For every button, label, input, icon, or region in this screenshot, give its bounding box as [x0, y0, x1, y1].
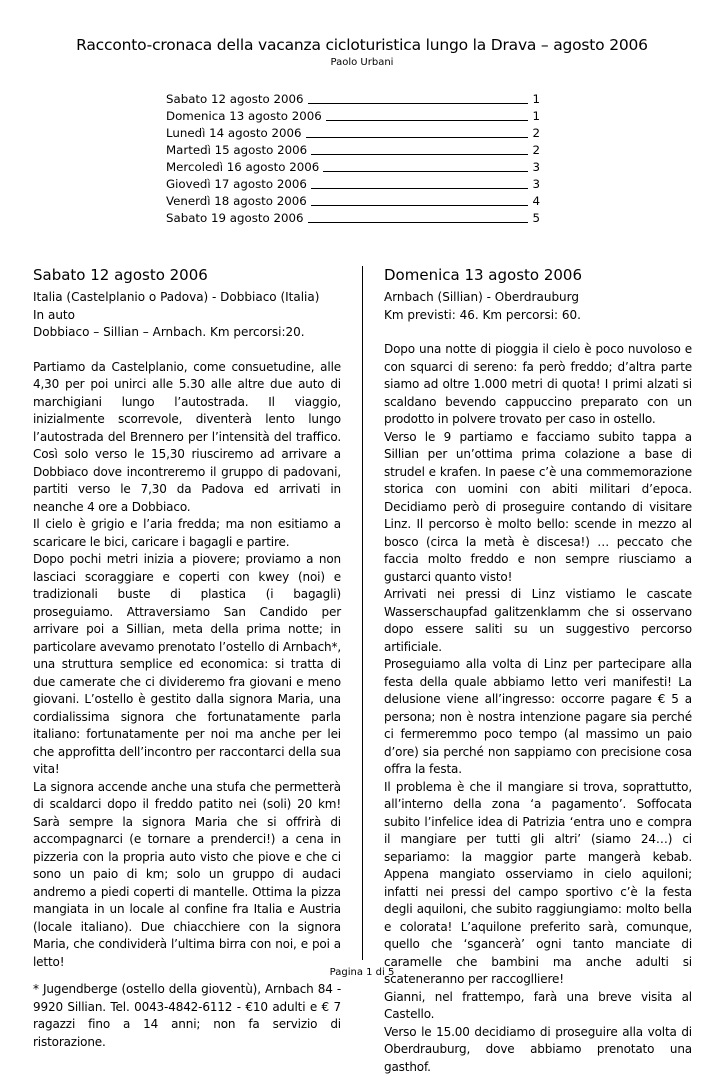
toc-leader-line — [326, 120, 528, 121]
section-heading: Sabato 12 agosto 2006 — [33, 266, 341, 285]
toc-entry-label: Domenica 13 agosto 2006 — [166, 108, 326, 125]
section-heading: Domenica 13 agosto 2006 — [384, 266, 692, 285]
toc-entry-page: 4 — [528, 193, 540, 210]
toc-entry-page: 1 — [528, 91, 540, 108]
toc-entry[interactable] — [166, 91, 540, 108]
toc-leader-line — [311, 205, 528, 206]
route-line: Italia (Castelplanio o Padova) - Dobbiaco (Italia) — [33, 289, 341, 307]
toc-entry-label: Sabato 12 agosto 2006 — [166, 91, 308, 108]
spacer — [384, 324, 692, 341]
body-paragraph: Dopo pochi metri inizia a piovere; proviamo a non lasciaci scoraggiare e coperti con kwey (noi) e tradizionali buste di plastica (i bagagli) proseguiamo. Attraversiamo San Candido per arrivare poi a Sillian, meta della prima notte; in particolare avevamo prenotato l’ostello di Arnbach*, una struttura semplice ed economica: si tratta di due camerate che ci divideremo fra giovani e meno giovani. L’ostello è gestito dalla signora Maria, una cordialissima signora che fortunatamente parla italiano: fortunatamente per noi ma anche per lei che approfitta dell’incontro per raccontarci della sua vita! — [33, 551, 341, 779]
body-paragraph: La signora accende anche una stufa che permetterà di scaldarci dopo il freddo patito nei (soli) 20 km! Sarà sempre la signora Maria che si offrirà di accompagnarci (e tornare a prenderci!) a cena in pizzeria con la propria auto visto che piove e che ci sono un paio di km; solo un gruppo di audaci andremo a piedi coperti di mantelle. Ottima la pizza mangiata in un locale al confine fra Italia e Austria (locale italiano). Due chiacchiere con la signora Maria, che condividerà l’ultima birra con noi, e poi a letto! — [33, 779, 341, 972]
toc-entry-page: 3 — [528, 159, 540, 176]
toc-leader-line — [306, 137, 528, 138]
toc-leader-line — [308, 103, 529, 104]
route-line: Arnbach (Sillian) - Oberdrauburg — [384, 289, 692, 307]
toc-entry-page: 2 — [528, 125, 540, 142]
body-paragraph: Verso le 15.00 decidiamo di proseguire alla volta di Oberdrauburg, dove abbiamo prenotato una gasthof. — [384, 1024, 692, 1076]
toc-entry[interactable] — [166, 142, 540, 159]
table-of-contents — [166, 91, 540, 227]
body-paragraph: Arrivati nei pressi di Linz vistiamo le cascate Wasserschaupfad galitzenklamm che si osservano dopo essere saliti su un suggestivo percorso artificiale. — [384, 586, 692, 656]
spacer — [33, 342, 341, 359]
day-section-right — [384, 266, 692, 1076]
toc-entry-page: 5 — [528, 210, 540, 227]
toc-entry[interactable] — [166, 108, 540, 125]
day-section-left — [33, 266, 341, 1051]
page-number: Pagina 1 di 5 — [0, 967, 724, 978]
toc-entry-label: Venerdì 18 agosto 2006 — [166, 193, 311, 210]
toc-entry[interactable] — [166, 125, 540, 142]
toc-entry[interactable] — [166, 159, 540, 176]
body-paragraph: Partiamo da Castelplanio, come consuetudine, alle 4,30 per poi unirci alle 5.30 alle altre due auto di marchigiani lungo l’autostrada. Il viaggio, inizialmente scorrevole, diventerà lento lungo l’autostrada del Brennero per l’intensità del traffico. Così solo verso le 15,30 riusciremo ad arrivare a Dobbiaco dove incontreremo il gruppo di padovani, partiti verso le 7,30 da Padova ed arrivati in neanche 4 ore a Dobbiaco. — [33, 359, 341, 517]
toc-leader-line — [311, 188, 528, 189]
toc-entry-label: Lunedì 14 agosto 2006 — [166, 125, 306, 142]
toc-entry-label: Giovedì 17 agosto 2006 — [166, 176, 311, 193]
toc-entry-page: 2 — [528, 142, 540, 159]
transport-line: In auto — [33, 307, 341, 325]
document-title: Racconto-cronaca della vacanza cicloturistica lungo la Drava – agosto 2006 — [0, 36, 724, 54]
column-divider — [362, 266, 363, 960]
toc-entry-label: Martedì 15 agosto 2006 — [166, 142, 311, 159]
author-name: Paolo Urbani — [0, 57, 724, 68]
toc-leader-line — [308, 222, 529, 223]
toc-leader-line — [323, 171, 528, 172]
toc-entry-label: Mercoledì 16 agosto 2006 — [166, 159, 323, 176]
toc-leader-line — [311, 154, 528, 155]
body-paragraph: Dopo una notte di pioggia il cielo è poco nuvoloso e con squarci di sereno: fa però freddo; d’altra parte siamo ad oltre 1.000 metri di quota! I primi alzati si scaldano bevendo cappuccino preparato con un prodotto in polvere trovato per caso in ostello. — [384, 341, 692, 429]
toc-entry-page: 1 — [528, 108, 540, 125]
footnote: * Jugendberge (ostello della gioventù), Arnbach 84 - 9920 Sillian. Tel. 0043-4842-6112 - €10 adulti e € 7 ragazzi fino a 14 anni; non fa servizio di ristorazione. — [33, 981, 341, 1051]
body-paragraph: Il problema è che il mangiare si trova, soprattutto, all’interno della zona ‘a pagamento’. Soffocata subito l’infelice idea di Patrizia ‘entra uno e compra il mangiare per tutti gli altri’ (siamo 24…) ci separiamo: la maggior parte mangerà kebab. Appena mangiato osserviamo in cielo aquiloni; infatti nei pressi del campo sportivo c’è la festa degli aquiloni, che subito raggiungiamo: molto bella e colorata! L’aquilone preferito sarà, comunque, quello che ‘sgancerà’ ogni tanto manciate di caramelle che bambini ma anche adulti si scateneranno per raccoglliere! — [384, 779, 692, 989]
toc-entry[interactable] — [166, 210, 540, 227]
body-paragraph: Verso le 9 partiamo e facciamo subito tappa a Sillian per un’ottima prima colazione a base di strudel e krafen. In paese c’è una commemorazione storica con uomini con abiti militari d’epoca. Decidiamo però di proseguire contando di visitare Linz. Il percorso è molto bello: scende in mezzo al bosco (circa la metà è discesa!) … peccato che faccia molto freddo e non sempre riusciamo a gustarci quanto visto! — [384, 429, 692, 587]
distance-line: Km previsti: 46. Km percorsi: 60. — [384, 307, 692, 325]
toc-entry[interactable] — [166, 176, 540, 193]
toc-entry-page: 3 — [528, 176, 540, 193]
toc-entry[interactable] — [166, 193, 540, 210]
toc-entry-label: Sabato 19 agosto 2006 — [166, 210, 308, 227]
body-paragraph: Il cielo è grigio e l’aria fredda; ma non esitiamo a scaricare le bici, caricare i bagagli e partire. — [33, 516, 341, 551]
body-paragraph: Gianni, nel frattempo, farà una breve visita al Castello. — [384, 989, 692, 1024]
body-paragraph: Proseguiamo alla volta di Linz per partecipare alla festa della quale abbiamo letto veri manifesti! La delusione viene all’ingresso: occorre pagare € 5 a persona; non è nostra intenzione pagare sia perché ci fermeremmo poco tempo (al massimo un paio d’ore) sia perché non sappiamo con precisione cosa offra la festa. — [384, 656, 692, 779]
distance-line: Dobbiaco – Sillian – Arnbach. Km percorsi:20. — [33, 324, 341, 342]
